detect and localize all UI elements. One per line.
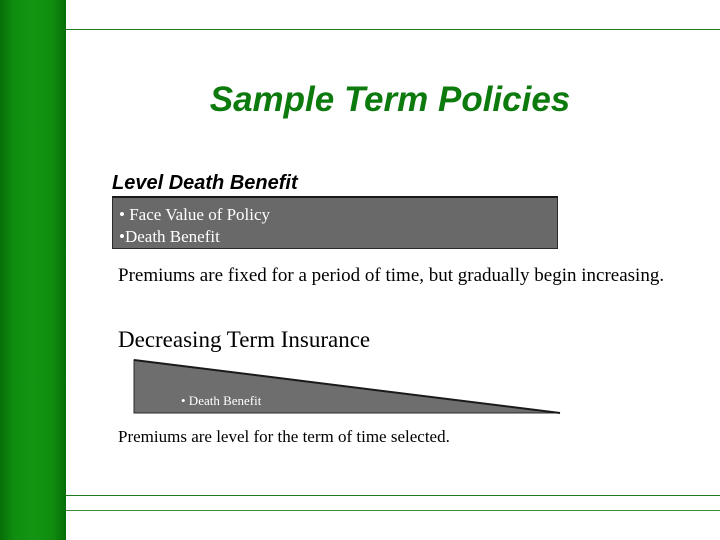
green-sidebar [0,0,66,540]
wedge-death-benefit-label: • Death Benefit [181,393,262,408]
slide-title: Sample Term Policies [209,80,571,119]
decreasing-premium-description: Premiums are level for the term of time selected. [118,427,450,446]
level-premium-description: Premiums are fixed for a period of time, but gradually begin increasing. [118,265,665,286]
face-value-item: • Face Value of Policy [119,205,271,224]
level-benefit-box [112,196,558,249]
bottom-divider [66,495,720,496]
death-benefit-item: •Death Benefit [119,227,220,246]
bottom-divider-secondary [66,510,720,511]
top-divider [66,29,720,30]
level-death-benefit-heading: Level Death Benefit [112,172,298,194]
decreasing-term-heading: Decreasing Term Insurance [118,327,371,352]
decreasing-benefit-wedge [130,358,564,418]
